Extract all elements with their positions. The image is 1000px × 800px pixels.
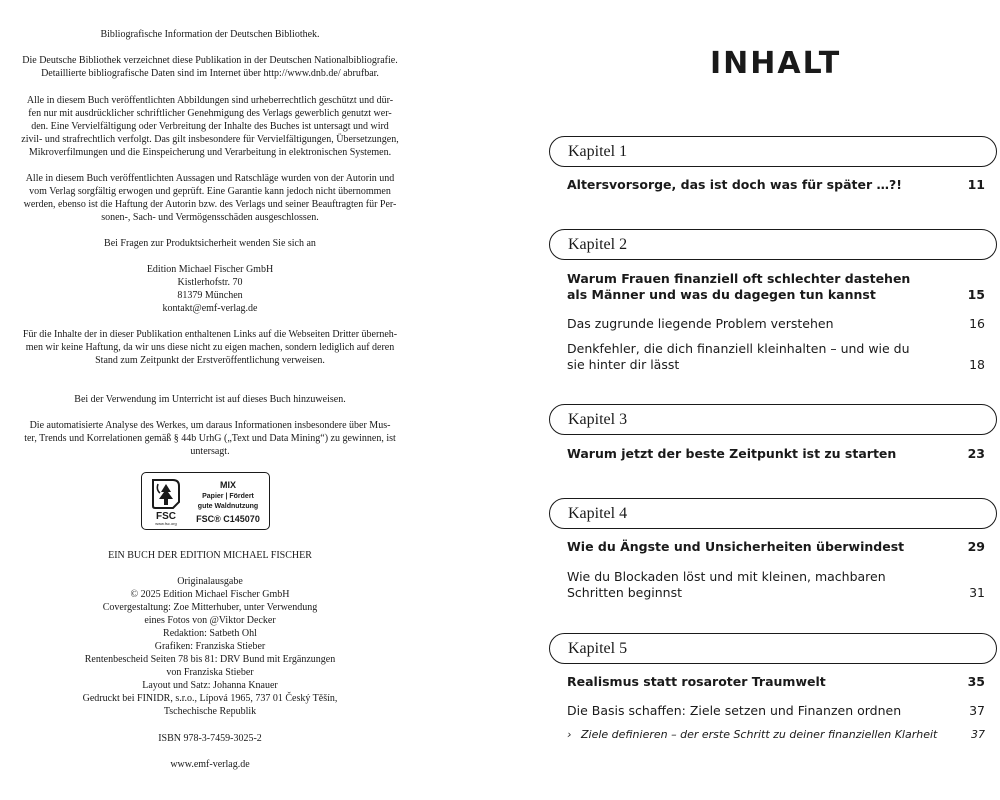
toc-title: INHALT (710, 46, 842, 81)
toc-entry-page: 11 (967, 177, 985, 192)
chapter-3-header: Kapitel 3 (549, 404, 997, 435)
toc-entry-page: 37 (969, 703, 985, 718)
toc-entry[interactable] (567, 271, 985, 303)
toc-entry-page: 18 (969, 357, 985, 372)
chapter-1-header: Kapitel 1 (549, 136, 997, 167)
fsc-description-1: Papier | Fördert (202, 493, 254, 500)
toc-entry-title: Realismus statt rosaroter Traumwelt (567, 674, 826, 689)
toc-entry-title: Das zugrunde liegende Problem verstehen (567, 316, 834, 331)
toc-entry-title: Altersvorsorge, das ist doch was für später …?! (567, 177, 902, 192)
toc-entry-page: 23 (967, 446, 985, 461)
text-data-mining-notice: Die automatisierte Analyse des Werkes, um daraus Informationen insbesondere über Mus- ter, Trends und Korrelationen gemäß § 44b UrhG („Text und Data Mining“) zu gewinnen, ist untersagt. (24, 420, 396, 457)
fsc-mix: MIX (219, 480, 236, 490)
toc-entry-title: Die Basis schaffen: Ziele setzen und Finanzen ordnen (567, 703, 902, 718)
toc-page (540, 0, 1000, 800)
toc-entry-title: Denkfehler, die dich finanziell kleinhalten – und wie du sie hinter dir lässt (567, 341, 910, 372)
toc-entry-title: Wie du Ängste und Unsicherheiten überwindest (567, 539, 905, 554)
liability-notice: Alle in diesem Buch veröffentlichten Aussagen und Ratschläge wurden von der Autorin und vom Verlag sorgfältig erwogen und geprüft. Eine Garantie kann jedoch nicht übernommen werden, ebenso ist die Haftung der Autorin bzw. des Verlags und seiner Beauftragten für Per- sonen-, Sach- und Vermögensschäden ausgeschlossen. (23, 173, 397, 223)
toc-entry-title: Warum jetzt der beste Zeitpunkt ist zu starten (567, 446, 897, 461)
bibliographic-heading: Bibliografische Information der Deutschen Bibliothek. (100, 29, 320, 40)
teaching-note: Bei der Verwendung im Unterricht ist auf dieses Buch hinzuweisen. (74, 394, 346, 405)
imprint-page (0, 0, 420, 800)
toc-entry-page: 35 (967, 674, 985, 689)
toc-entry-page: 29 (967, 539, 985, 554)
fsc-label (141, 472, 270, 530)
chevron-right-icon: › (567, 728, 572, 741)
fsc-logo-url: www.fsc.org (155, 521, 177, 526)
copyright-notice: Alle in diesem Buch veröffentlichten Abbildungen sind urheberrechtlich geschützt und dür- fen nur mit ausdrücklicher schriftlicher Genehmigung des Verlags gewerblich genutzt wer- den. Eine Vervielfältigung oder Verbreitung der Inhalte des Buches ist untersagt und wird zivil- und strafrechtlich verfolgt. Das gilt insbesondere für Vervielfältigungen, Übersetzungen, Mikroverfilmungen und die Einspeicherung und Verarbeitung in elektronischen Systemen. (21, 95, 399, 158)
chapter-4-header: Kapitel 4 (549, 498, 997, 529)
fsc-logo-text: FSC (156, 511, 176, 522)
links-disclaimer: Für die Inhalte der in dieser Publikation enthaltenen Links auf die Webseiten Dritter überneh- men wir keine Haftung, da wir uns diese nicht zu eigen machen, sondern lediglich auf deren Stand zum Zeitpunkt der Erstveröffentlichung verweisen. (22, 329, 398, 366)
chapter-2-header: Kapitel 2 (549, 229, 997, 260)
toc-entry-page: 15 (967, 287, 985, 302)
publisher-website: www.emf-verlag.de (170, 759, 250, 770)
toc-entry[interactable] (567, 539, 985, 555)
toc-entry-title: Wie du Blockaden löst und mit kleinen, machbaren Schritten beginnst (567, 569, 886, 600)
toc-entry-page: 37 (971, 728, 985, 741)
toc-entry-title: Ziele definieren – der erste Schritt zu deiner finanziellen Klarheit (581, 728, 938, 741)
toc-entry[interactable] (567, 703, 985, 719)
toc-entry[interactable] (567, 341, 985, 373)
publisher-address: Edition Michael Fischer GmbH Kistlerhofstr. 70 81379 München kontakt@emf-verlag.de (146, 264, 274, 314)
fsc-tree-logo-icon (147, 476, 185, 526)
fsc-code: FSC® C145070 (196, 514, 260, 524)
edition-name: EIN BUCH DER EDITION MICHAEL FISCHER (108, 550, 312, 561)
toc-entry[interactable] (567, 569, 985, 601)
toc-entry[interactable] (567, 446, 985, 462)
toc-entry-page: 16 (969, 316, 985, 331)
product-safety-intro: Bei Fragen zur Produktsicherheit wenden Sie sich an (104, 238, 316, 249)
toc-entry-title: Warum Frauen finanziell oft schlechter dastehen als Männer und was du dagegen tun kannst (567, 271, 911, 302)
toc-entry[interactable] (567, 674, 985, 690)
bibliographic-text: Die Deutsche Bibliothek verzeichnet diese Publikation in der Deutschen Nationalbibliografie. Detaillierte bibliografische Daten sind im Internet über http://www.dnb.de/ abrufbar. (22, 55, 398, 79)
fsc-description-2: gute Waldnutzung (197, 503, 259, 510)
chapter-5-header: Kapitel 5 (549, 633, 997, 664)
credits: Originalausgabe © 2025 Edition Michael Fischer GmbH Covergestaltung: Zoe Mitterhuber, unter Verwendung eines Fotos von @Viktor Decker Redaktion: Satbeth Ohl Grafiken: Franziska Stieber Rentenbescheid Seiten 78 bis 81: DRV Bund mit Ergänzungen von Franziska Stieber Layout und Satz: Johanna Knauer Gedruckt bei FINIDR, s.r.o., Lípová 1965, 737 01 Český Těšín, Tschechische Republik (82, 576, 338, 717)
toc-entry[interactable] (567, 177, 985, 193)
isbn: ISBN 978-3-7459-3025-2 (158, 733, 262, 744)
toc-entry-page: 31 (969, 585, 985, 600)
toc-subentry[interactable] (567, 727, 985, 743)
toc-entry[interactable] (567, 316, 985, 332)
